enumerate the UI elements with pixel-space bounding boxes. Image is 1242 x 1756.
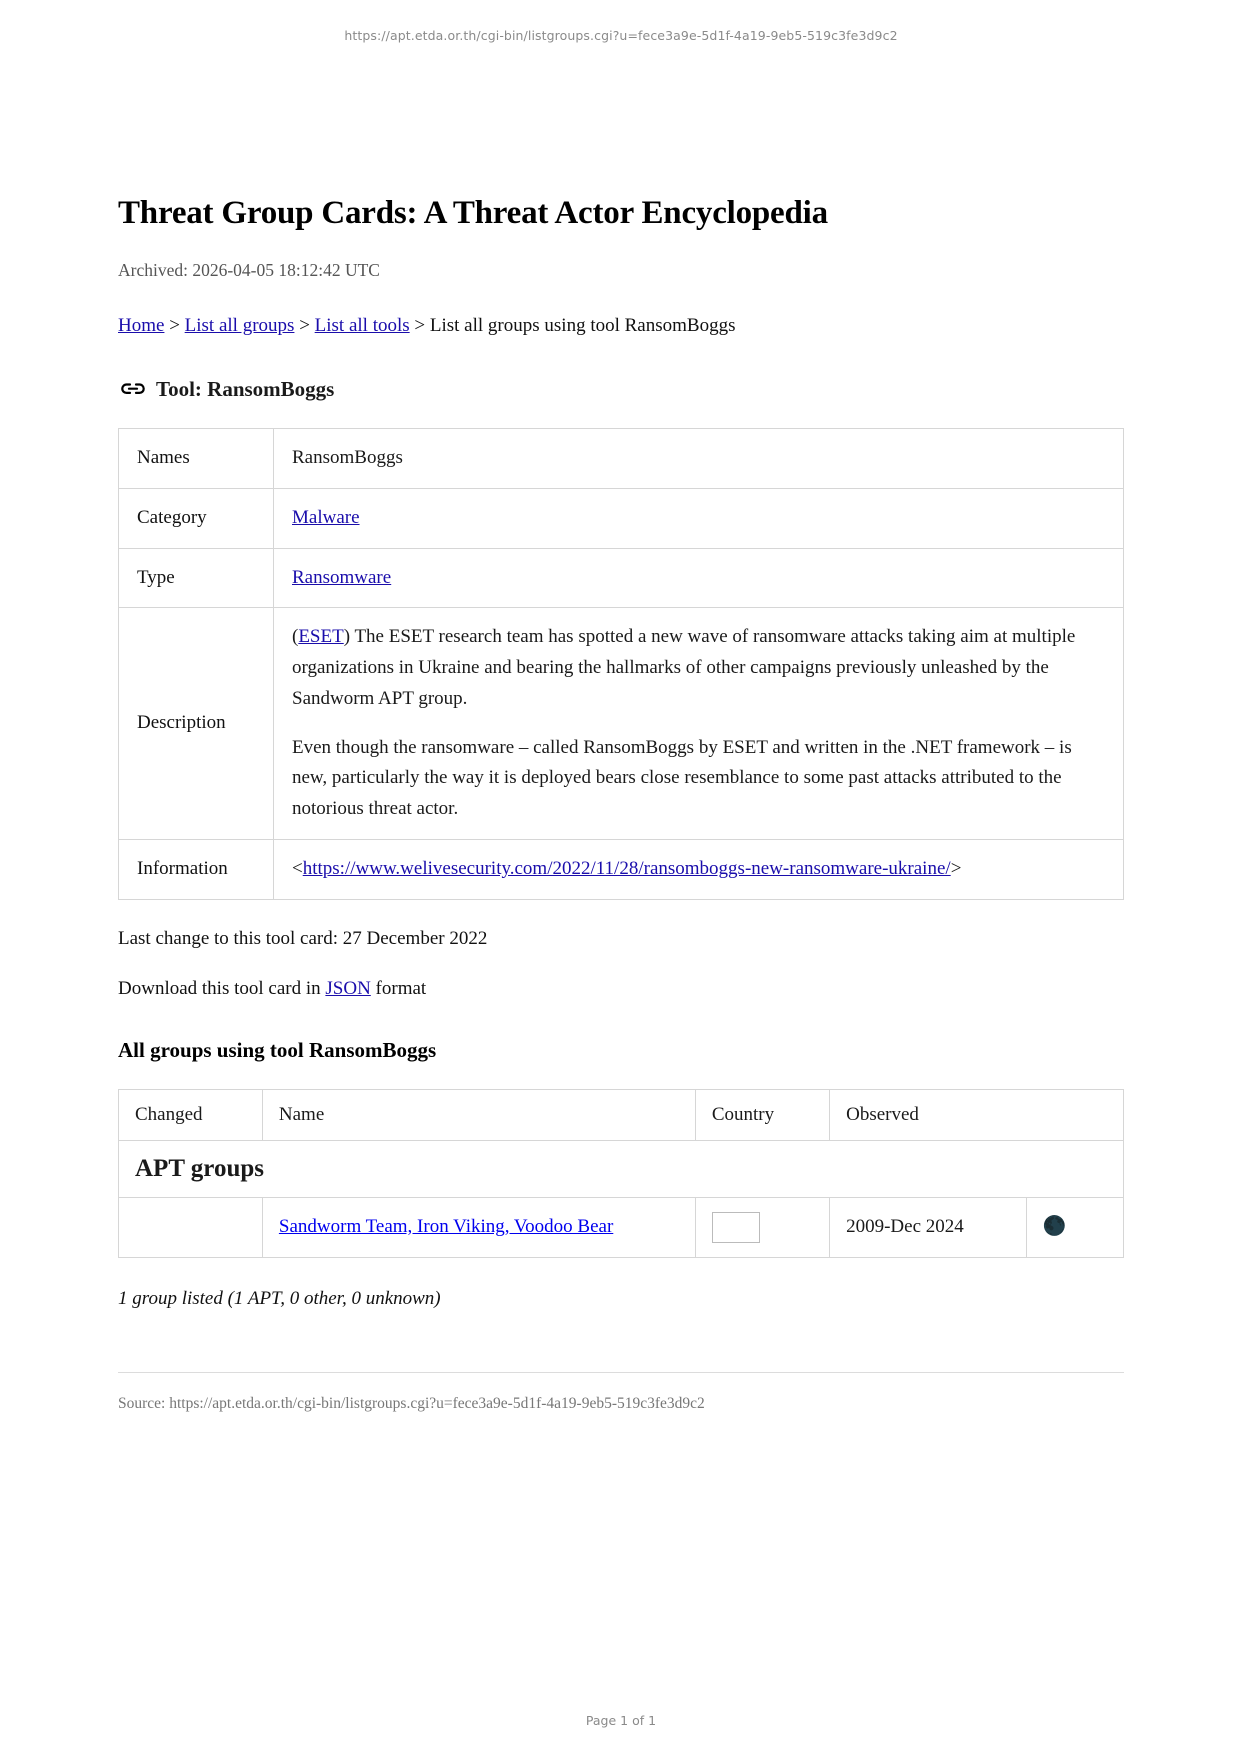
description-value [274, 608, 1124, 840]
description-source-link[interactable]: ESET [298, 626, 344, 648]
source-line: Source: https://apt.etda.or.th/cgi-bin/listgroups.cgi?u=fece3a9e-5d1f-4a19-9eb5-519c3fe3d9c2 [118, 1394, 705, 1412]
row-name [262, 1197, 695, 1257]
column-header-observed: Observed [830, 1089, 1124, 1140]
archived-timestamp: Archived: 2026-04-05 18:12:42 UTC [118, 260, 380, 280]
table-row [119, 608, 1124, 840]
information-link[interactable]: https://www.welivesecurity.com/2022/11/28/ransomboggs-new-ransomware-ukraine/ [302, 857, 951, 879]
table-row [119, 429, 1124, 489]
breadcrumb-link-home[interactable]: Home [118, 315, 165, 336]
column-header-name: Name [262, 1089, 695, 1140]
header-url: https://apt.etda.or.th/cgi-bin/listgroups.cgi?u=fece3a9e-5d1f-4a19-9eb5-519c3fe3d9c2 [344, 28, 898, 43]
breadcrumb-separator: > [169, 315, 180, 336]
breadcrumb-current: List all groups using tool RansomBoggs [429, 315, 736, 336]
globe-icon: 🌑 [1042, 1216, 1067, 1238]
information-label: Information [119, 839, 274, 899]
table-row [119, 548, 1124, 608]
groups-section-title: All groups using tool RansomBoggs [118, 1037, 437, 1062]
information-bracket-open: < [292, 857, 303, 879]
page-title: Threat Group Cards: A Threat Actor Encyclopedia [118, 195, 828, 231]
download-line [118, 978, 1124, 1000]
table-row [119, 1197, 1124, 1257]
table-header-row [119, 1089, 1124, 1140]
breadcrumb-link-list-all-tools[interactable]: List all tools [314, 315, 410, 336]
description-label: Description [119, 608, 274, 840]
table-row-apt-header [119, 1140, 1124, 1197]
description-paren-open: ( [292, 626, 299, 648]
names-label: Names [119, 429, 274, 489]
breadcrumb-separator: > [414, 315, 426, 336]
breadcrumb-link-list-all-groups[interactable]: List all groups [184, 315, 295, 336]
type-link[interactable]: Ransomware [292, 566, 392, 588]
description-paragraph-1-text: ) The ESET research team has spotted a new wave of ransomware attacks taking aim at multiple organizations in Ukraine and bearing the hallmarks of other campaigns previously unleashed by the Sandworm APT group. [292, 626, 1076, 709]
group-link[interactable]: Sandworm Team, Iron Viking, Voodoo Bear [278, 1216, 614, 1238]
information-bracket-close: > [950, 857, 962, 879]
tool-heading-text: Tool: RansomBoggs [156, 377, 335, 401]
row-country [695, 1197, 829, 1257]
breadcrumb-separator: > [299, 315, 310, 336]
category-value [274, 488, 1124, 548]
type-value [274, 548, 1124, 608]
row-changed [119, 1197, 263, 1257]
last-change-text: Last change to this tool card: 27 December 2022 [118, 927, 488, 949]
document-content [0, 195, 1242, 1413]
description-paragraph-1 [292, 622, 1105, 714]
russia-flag-icon [712, 1212, 760, 1243]
breadcrumb [118, 315, 1124, 337]
groups-summary: 1 group listed (1 APT, 0 other, 0 unknown) [118, 1287, 441, 1309]
download-prefix: Download this tool card in [118, 977, 321, 999]
category-label: Category [119, 488, 274, 548]
table-row [119, 488, 1124, 548]
footer-divider [118, 1372, 1124, 1373]
link-icon [118, 376, 148, 400]
information-value [274, 839, 1124, 899]
tool-heading [118, 377, 1124, 402]
description-paragraph-2: Even though the ransomware – called RansomBoggs by ESET and written in the .NET framework – is new, particularly the way it is deployed bears close resemblance to some past attacks attributed to the notorious threat actor. [292, 736, 1072, 820]
row-observed: 2009-Dec 2024 [830, 1197, 1027, 1257]
page-number: Page 1 of 1 [585, 1713, 657, 1728]
row-extra [1026, 1197, 1123, 1257]
groups-table [118, 1089, 1124, 1258]
table-row [119, 839, 1124, 899]
download-json-link[interactable]: JSON [325, 977, 371, 999]
names-value: RansomBoggs [274, 429, 1124, 489]
apt-groups-header-cell [119, 1140, 1124, 1197]
type-label: Type [119, 548, 274, 608]
category-link[interactable]: Malware [292, 506, 360, 528]
tool-info-table [118, 428, 1124, 900]
column-header-country: Country [695, 1089, 829, 1140]
apt-groups-title: APT groups [135, 1154, 264, 1182]
column-header-changed: Changed [119, 1089, 263, 1140]
download-suffix: format [375, 977, 427, 999]
